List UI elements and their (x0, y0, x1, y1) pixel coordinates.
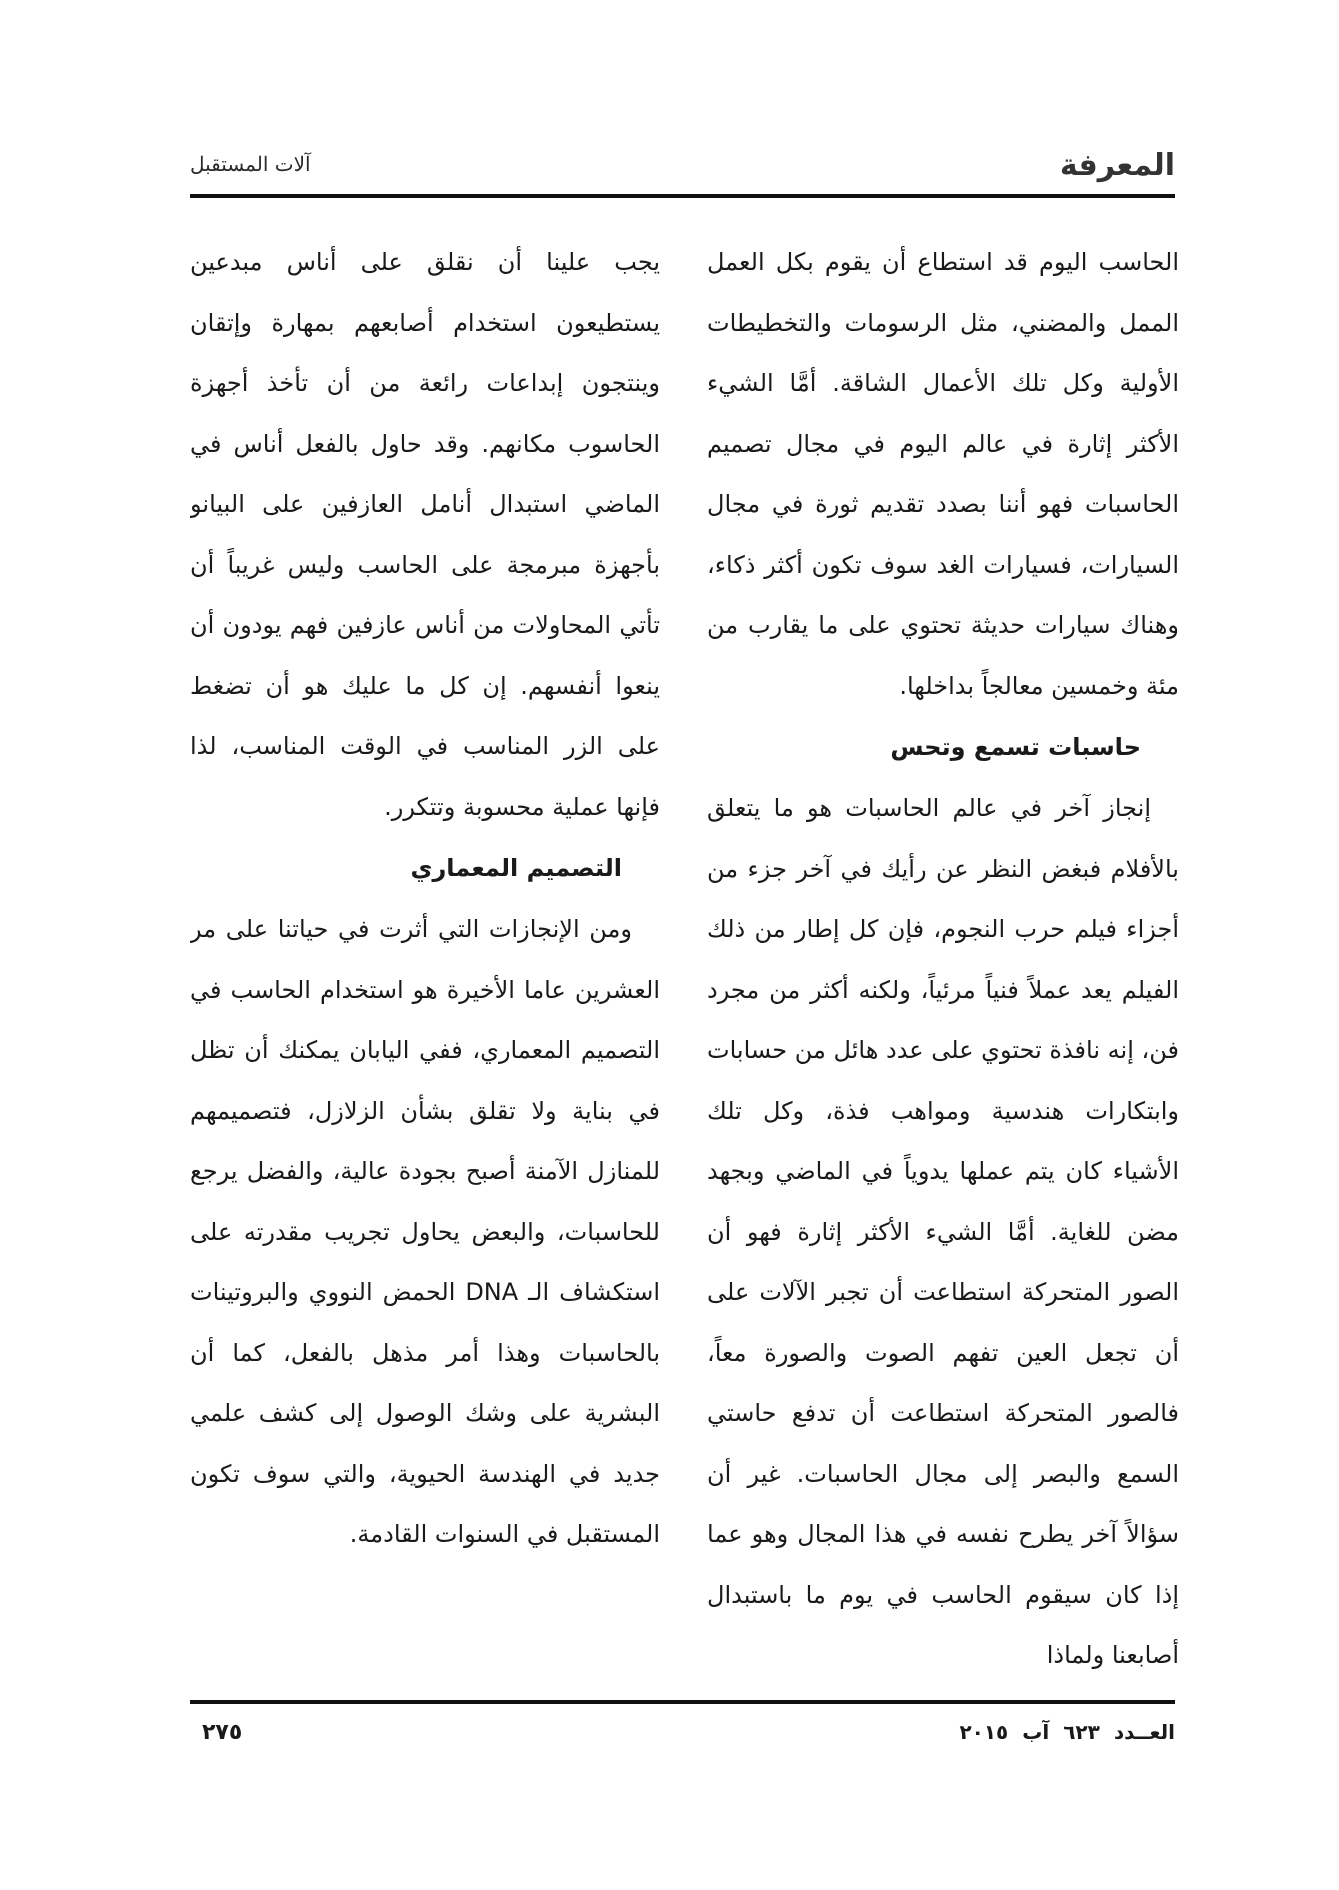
page-footer (190, 1720, 1175, 1760)
paragraph-musicians: يجب علينا أن نقلق على أناس مبدعين يستطيعون استخدام أصابعهم بمهارة وإتقان وينتجون إبداعات رائعة من أن تأخذ أجهزة الحاسوب مكانهم. وقد حاول بالفعل أناس في الماضي استبدال أنامل العازفين على البيانو بأجهزة مبرمجة على الحاسب وليس غريباً أن تأتي المحاولات من أناس عازفين فهم يودون أن ينعوا أنفسهم. إن كل ما عليك هو أن تضغط على الزر المناسب في الوقت المناسب، لذا فإنها عملية محسوبة وتتكرر. (190, 248, 660, 821)
magazine-logo: المعرفة (1059, 148, 1175, 183)
page-number: ٢٧٥ (202, 1720, 243, 1745)
issue-label: العــدد (1113, 1720, 1175, 1744)
issue-number: ٦٢٣ (1063, 1720, 1100, 1744)
section-heading-architecture: التصميم المعماري (410, 854, 622, 882)
footer-rule (190, 1700, 1175, 1704)
article-title: آلات المستقبل (190, 152, 311, 176)
issue-info (959, 1720, 1175, 1744)
paragraph-architecture: ومن الإنجازات التي أثرت في حياتنا على مر العشرين عاما الأخيرة هو استخدام الحاسب في التصميم المعماري، ففي اليابان يمكنك أن تظل في بناية ولا تقلق بشأن الزلازل، فتصميمهم للمنازل الآمنة أصبح بجودة عالية، والفضل يرجع للحاسبات، والبعض يحاول تجريب مقدرته على استكشاف الـ DNA الحمض النووي والبروتينات بالحاسبات وهذا أمر مذهل بالفعل، كما أن البشرية على وشك الوصول إلى كشف علمي جديد في الهندسة الحيوية، والتي سوف تكون المستقبل في السنوات القادمة. (190, 915, 660, 1548)
running-header (190, 148, 1175, 188)
issue-month: آب (1022, 1720, 1050, 1744)
section-heading-listening-computers: حاسبات تسمع وتحس (890, 733, 1141, 761)
left-column (190, 232, 660, 1687)
issue-year: ٢٠١٥ (959, 1720, 1009, 1744)
header-rule (190, 194, 1175, 198)
right-column (707, 232, 1179, 1687)
paragraph-intro: الحاسب اليوم قد استطاع أن يقوم بكل العمل الممل والمضني، مثل الرسومات والتخطيطات الأولية وكل تلك الأعمال الشاقة. أمَّا الشيء الأكثر إثارة في عالم اليوم في مجال تصميم الحاسبات فهو أننا بصدد تقديم ثورة في مجال السيارات، فسيارات الغد سوف تكون أكثر ذكاء، وهناك سيارات حديثة تحتوي على ما يقارب من مئة وخمسين معالجاً بداخلها. (707, 248, 1179, 700)
paragraph-films: إنجاز آخر في عالم الحاسبات هو ما يتعلق بالأفلام فبغض النظر عن رأيك في آخر جزء من أجزاء فيلم حرب النجوم، فإن كل إطار من ذلك الفيلم يعد عملاً فنياً مرئياً، ولكنه أكثر من مجرد فن، إنه نافذة تحتوي على عدد هائل من حسابات وابتكارات هندسية ومواهب فذة، وكل تلك الأشياء كان يتم عملها يدوياً في الماضي وبجهد مضن للغاية. أمَّا الشيء الأكثر إثارة فهو أن الصور المتحركة استطاعت أن تجبر الآلات على أن تجعل العين تفهم الصوت والصورة معاً، فالصور المتحركة استطاعت أن تدفع حاستي السمع والبصر إلى مجال الحاسبات. غير أن سؤالاً آخر يطرح نفسه في هذا المجال وهو عما إذا كان سيقوم الحاسب في يوم ما باستبدال أصابعنا ولماذا (707, 794, 1179, 1669)
